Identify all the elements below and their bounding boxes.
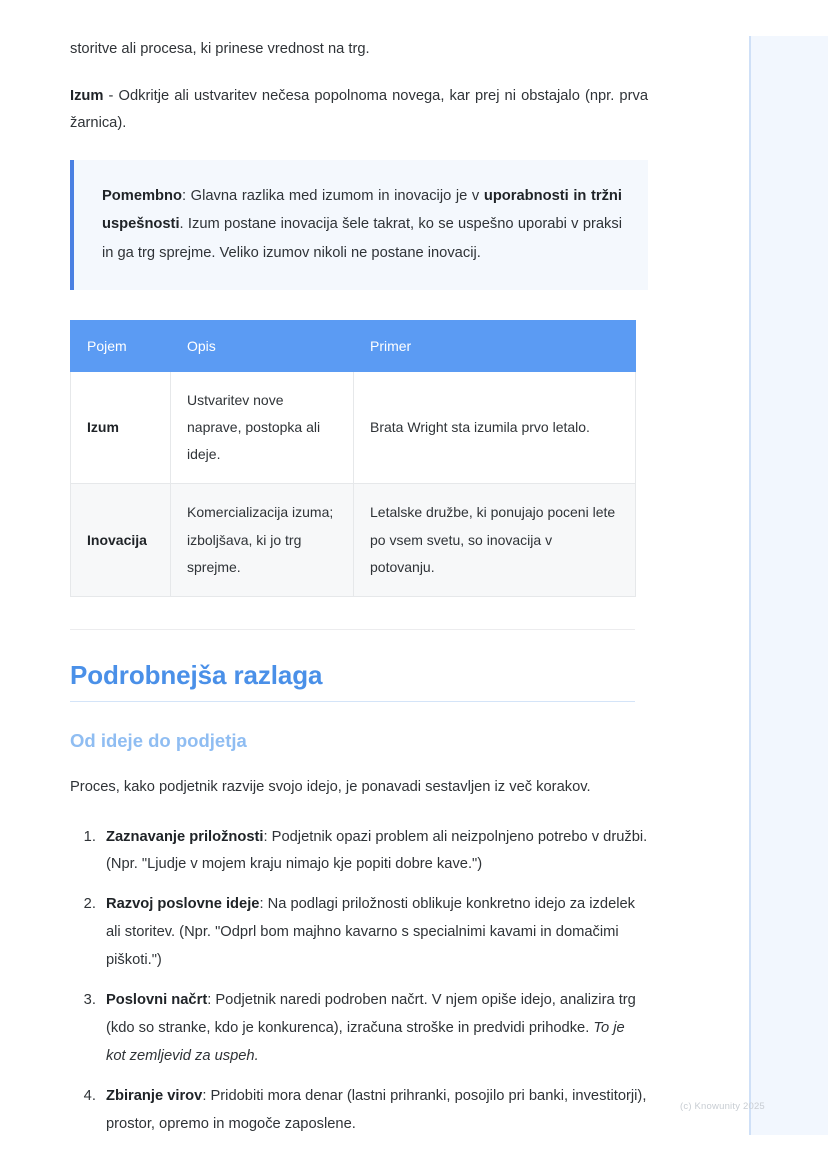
right-edge-strip: [749, 36, 828, 1135]
cell-term: Inovacija: [71, 484, 171, 597]
definition-paragraph: [70, 83, 648, 137]
watermark: (c) Knowunity 2025: [680, 1101, 765, 1112]
list-item: [100, 1083, 648, 1139]
cell-term: Izum: [71, 371, 171, 484]
callout-emphasis: uporabnosti in tržni uspešnosti: [102, 187, 622, 233]
step-text: : Pridobiti mora denar (lastni prihranki, posojilo pri banki, investitorji), prostor, opremo in mogoče zaposlene.: [106, 1087, 647, 1132]
step-term: Zbiranje virov: [106, 1087, 203, 1104]
step-italic: To je kot zemljevid za uspeh.: [106, 1020, 625, 1064]
callout-tail-text: . Izum postane inovacija šele takrat, ko se uspešno uporabi v praksi in ga trg sprejme. Veliko izumov nikoli ne postane inovacij.: [102, 216, 622, 261]
subsection-title: Od ideje do podjetja: [70, 730, 247, 752]
comparison-table: [70, 320, 636, 598]
steps-list: [70, 824, 648, 1139]
column-header-primer: Primer: [354, 320, 636, 371]
process-paragraph: Proces, kako podjetnik razvije svojo idejo, je ponavadi sestavljen iz več korakov.: [70, 779, 591, 796]
step-term: Poslovni načrt: [106, 992, 208, 1009]
cell-description: Komercializacija izuma; izboljšava, ki jo trg sprejme.: [171, 484, 354, 597]
section-divider: [70, 629, 635, 630]
column-header-pojem: Pojem: [71, 320, 171, 371]
table-row: [71, 371, 636, 484]
step-term: Zaznavanje priložnosti: [106, 828, 264, 845]
step-text: : Na podlagi priložnosti oblikuje konkretno idejo za izdelek ali storitev. (Npr. "Odprl bom majhno kavarno s specialnimi kavami in domačimi piškoti."): [106, 896, 636, 969]
definition-text: - Odkritje ali ustvaritev nečesa popolnoma novega, kar prej ni obstajalo (npr. prva žarnica).: [70, 88, 648, 132]
table-header-row: [71, 320, 636, 371]
cell-description: Ustvaritev nove naprave, postopka ali ideje.: [171, 371, 354, 484]
table-row: [71, 484, 636, 597]
list-item: [100, 891, 648, 975]
cell-example: Brata Wright sta izumila prvo letalo.: [354, 371, 636, 484]
column-header-opis: Opis: [171, 320, 354, 371]
definition-term: Izum: [70, 88, 104, 105]
callout-label: Pomembno: [102, 187, 182, 204]
page-title: Podrobnejša razlaga: [70, 660, 323, 691]
callout-paragraph: [102, 182, 622, 268]
important-callout: [70, 160, 648, 290]
cell-example: Letalske družbe, ki ponujajo poceni lete po vsem svetu, so inovacija v potovanju.: [354, 484, 636, 597]
list-item: [100, 824, 648, 880]
list-item: [100, 987, 648, 1071]
callout-lead-text: : Glavna razlika med izumom in inovacijo je v: [181, 187, 484, 204]
step-text: : Podjetnik naredi podroben načrt. V njem opiše idejo, analizira trg (kdo so stranke, kdo je konkurenca), izračuna stroške in predvidi prihodke.: [106, 992, 636, 1037]
intro-paragraph: storitve ali procesa, ki prinese vrednost na trg.: [70, 41, 370, 57]
step-term: Razvoj poslovne ideje: [106, 896, 260, 913]
step-text: : Podjetnik opazi problem ali neizpolnjeno potrebo v družbi. (Npr. "Ljudje v mojem kraju nimajo kje popiti dobre kave."): [106, 828, 648, 873]
section-title-underline: [70, 701, 635, 702]
